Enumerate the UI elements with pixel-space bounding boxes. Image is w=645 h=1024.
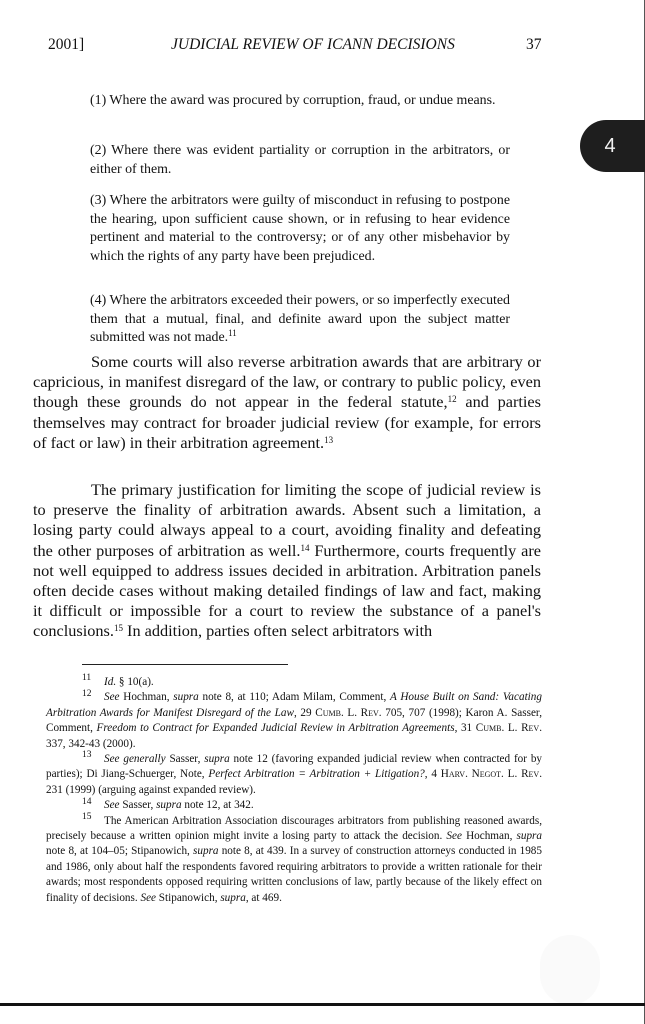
footnote-text: Perfect Arbitration = Arbitration + Litigation? xyxy=(208,768,425,781)
footnote-text: note 12, at 342. xyxy=(181,799,254,812)
footnote-14: 14 See Sasser, supra note 12, at 342. xyxy=(82,796,254,812)
footnotes xyxy=(46,675,542,906)
footnote-text: Hochman, xyxy=(119,691,174,704)
paragraph-text: In addition, parties often select arbitrators with xyxy=(122,621,433,641)
statute-quote-3 xyxy=(90,192,510,266)
footnote-text: Stipanowich, xyxy=(156,891,221,904)
footnote-text: , at 469. xyxy=(245,891,282,904)
paragraph-text: and parties themselves may contract for broader judicial review (for example, for errors of fact or law) in their arbitration agreement. xyxy=(33,392,541,452)
page-bottom-divider xyxy=(0,1003,645,1006)
paragraph-text: The primary justification for limiting the scope of judicial review is to preserve the finality of arbitration awards. Absent such a limitation, a losing party could always appeal to a court, avoiding finality and defeating the other purposes of arbitration as well. xyxy=(33,480,541,560)
statute-quote-1 xyxy=(90,92,510,111)
footnote-13: 13 See generally Sasser, supra note 12 (favoring expanded judicial review when contracted for by parties); Di Jiang-Schuerger, Note, Perfect Arbitration = Arbitration + Litigation?, 4 Harv. Negot. L. Rev. 231 (1999) (arguing against expanded review). xyxy=(46,750,543,796)
footnote-text: Sasser, xyxy=(119,799,157,812)
footnote-text: note 8, at 104–05; Stipanowich, xyxy=(46,845,194,858)
quote-text: (4) Where the arbitrators exceeded their powers, or so imperfectly executed them that a mutual, final, and definite award upon the subject matter submitted was not made. xyxy=(90,293,510,346)
footnote-text: A House Built on Sand: Vacating Arbitration Awards for Manifest Disregard of the Law xyxy=(46,691,542,719)
footnote-separator xyxy=(82,664,288,665)
footnote-text: § 10(a). xyxy=(116,676,154,688)
footnote-ref[interactable]: 12 xyxy=(447,394,457,405)
running-head-year: 2001] xyxy=(48,36,85,53)
footnote-text: Cumb. L. Rev. xyxy=(315,706,382,719)
footnote-text: See xyxy=(104,691,120,704)
footnote-text: See generally xyxy=(104,753,166,766)
footnote-12: 12 See Hochman, supra note 8, at 110; Adam Milam, Comment, A House Built on Sand: Vacating Arbitration Awards for Manifest Disregard of the Law, 29 Cumb. L. Rev. 705, 707 (1998); Karon A. Sasser, Comment, Freedom to Contract for Expanded Judicial Review in Arbitration Agreements, 31 Cumb. L. Rev. 337, 342-43 (2000). xyxy=(46,688,543,750)
footnote-text: Sasser, xyxy=(165,753,205,766)
footnote-text: supra xyxy=(173,691,199,704)
page-indicator-label: 4 xyxy=(604,134,616,157)
footnote-text: Harv. Negot. L. Rev. xyxy=(440,768,542,781)
footnote-text: note 8, at 110; Adam Milam, Comment, xyxy=(198,691,390,704)
footnote-text: supra xyxy=(204,753,230,766)
footnote-text: note 8, at 439. In a survey of construction attorneys conducted in 1985 and 1986, only about half the respondents favored requiring arbitrators to provide a written rationale for their awards; most respondents opposed requiring written conclusions of law, partly because of the likely effect on finality of decisions. xyxy=(46,845,542,904)
body-paragraph-1 xyxy=(33,352,541,453)
footnote-text: Id. xyxy=(104,676,117,688)
footnote-text: Hochman, xyxy=(461,830,517,843)
footnote-15: 15 The American Arbitration Association discourages arbitrators from publishing reasoned awards, precisely because a written opinion might invite a losing party to attack the decision. See Hochman, supra note 8, at 104–05; Stipanowich, supra note 8, at 439. In a survey of construction attorneys conducted in 1985 and 1986, only about half the respondents favored requiring arbitrators to provide a written rationale for their awards; most respondents opposed requiring written conclusions of law, partly because of the likely effect on finality of decisions. See Stipanowich, supra, at 469. xyxy=(46,811,542,904)
footnote-text: Cumb. L. Rev. xyxy=(475,722,542,735)
footnote-11: 11 Id. § 10(a). xyxy=(82,673,154,688)
footnote-text: See xyxy=(446,830,462,843)
footnote-text: supra xyxy=(516,830,542,843)
quote-text: (3) Where the arbitrators were guilty of misconduct in refusing to postpone the hearing, upon sufficient cause shown, or in refusing to hear evidence pertinent and material to the controversy; or of any other misbehavior by which the rights of any party have been prejudiced. xyxy=(90,193,510,264)
running-head-title: JUDICIAL REVIEW OF ICANN DECISIONS xyxy=(171,36,455,53)
quote-text: (2) Where there was evident partiality or corruption in the arbitrators, or either of them. xyxy=(90,143,510,177)
footnote-text: , 31 xyxy=(454,722,476,735)
body-paragraph-2 xyxy=(33,480,541,642)
page-number: 37 xyxy=(526,36,542,53)
footnote-text: supra xyxy=(220,891,246,904)
page-indicator-badge[interactable] xyxy=(580,120,645,172)
footnote-ref[interactable]: 11 xyxy=(228,328,237,339)
footnote-text: , 4 xyxy=(424,768,441,781)
footnote-text: supra xyxy=(193,845,219,858)
footnote-text: The American Arbitration Association discourages arbitrators from publishing reasoned awards, precisely because a written opinion might invite a losing party to attack the decision. xyxy=(46,814,542,843)
statute-quote-2 xyxy=(90,142,510,179)
footnote-ref[interactable]: 15 xyxy=(113,623,123,634)
footnote-ref[interactable]: 14 xyxy=(300,542,310,553)
footnote-text: 337, 342-43 (2000). xyxy=(46,737,136,750)
footnote-text: note 12 (favoring expanded judicial review when contracted for by parties); Di Jiang-Schuerger, Note, xyxy=(46,753,543,781)
footnote-text: 231 (1999) (arguing against expanded review). xyxy=(46,783,256,796)
footnote-text: See xyxy=(140,891,156,904)
scroll-overlay xyxy=(540,935,600,1005)
statute-quote-4 xyxy=(90,292,510,348)
footnote-ref[interactable]: 13 xyxy=(324,434,334,445)
paragraph-text: Furthermore, courts frequently are not well equipped to address issues decided in arbitration. Arbitration panels often decide cases without making detailed findings of law and fact, making it difficult or impossible for a court to review the substance of a panel's conclusions. xyxy=(33,540,542,641)
footnote-text: supra xyxy=(156,799,182,812)
footnote-text: , 29 xyxy=(293,706,316,719)
footnote-text: See xyxy=(104,799,120,812)
paragraph-text: Some courts will also reverse arbitration awards that are arbitrary or capricious, in manifest disregard of the law, or contrary to public policy, even though these grounds do not appear in the federal statute, xyxy=(33,352,541,412)
running-head xyxy=(48,36,548,58)
footnote-text: Freedom to Contract for Expanded Judicial Review in Arbitration Agreements xyxy=(96,722,455,735)
quote-text: (1) Where the award was procured by corruption, fraud, or undue means. xyxy=(90,93,496,108)
footnote-text: 705, 707 (1998); Karon A. Sasser, Comment, xyxy=(46,706,543,735)
